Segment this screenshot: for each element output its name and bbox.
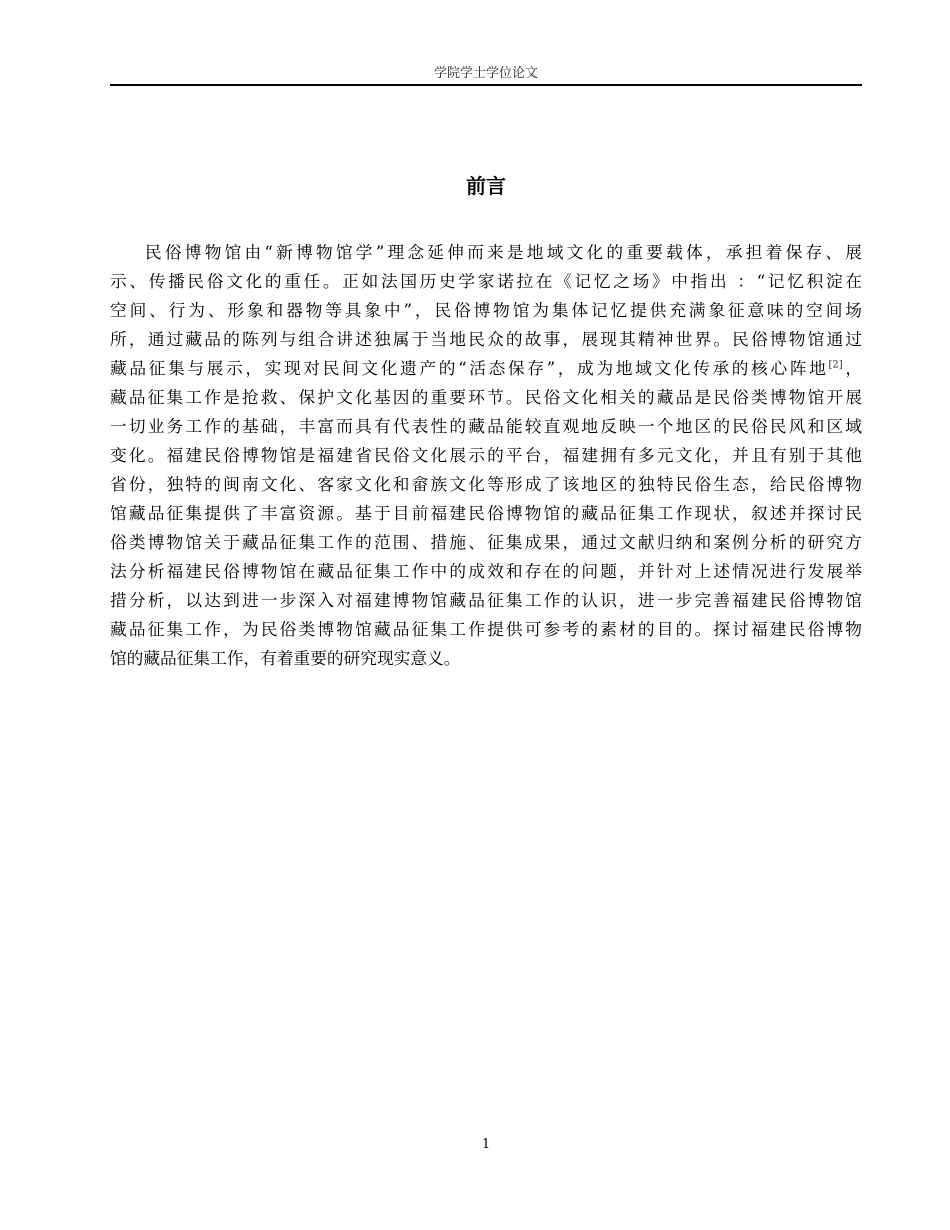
- paragraph-line: 一切业务工作的基础，丰富而具有代表性的藏品能较直观地反映一个地区的民俗民风和区域: [110, 416, 862, 436]
- citation-reference: [2]: [828, 359, 843, 371]
- paragraph-line: 民俗博物馆由“新博物馆学”理念延伸而来是地域文化的重要载体，承担着保存、展: [145, 242, 862, 262]
- body-paragraph: [110, 238, 862, 673]
- paragraph-line: 藏品征集工作，为民俗类博物馆藏品征集工作提供可参考的素材的目的。探讨福建民俗博物: [110, 619, 862, 639]
- paragraph-line: 措分析，以达到进一步深入对福建博物馆藏品征集工作的认识，进一步完善福建民俗博物馆: [110, 590, 862, 610]
- paragraph-line: 所，通过藏品的陈列与组合讲述独属于当地民众的故事，展现其精神世界。民俗博物馆通过: [110, 329, 862, 349]
- paragraph-line: 馆的藏品征集工作，有着重要的研究现实意义。: [110, 648, 461, 668]
- line-text: 藏品征集与展示，实现对民间文化遗产的“活态保存”，成为地域文化传承的核心阵地: [110, 358, 829, 378]
- page-number: 1: [481, 1137, 491, 1152]
- paragraph-line: 藏品征集工作是抢救、保护文化基因的重要环节。民俗文化相关的藏品是民俗类博物馆开展: [110, 387, 862, 407]
- paragraph-line: 空间、行为、形象和器物等具象中”，民俗博物馆为集体记忆提供充满象征意味的空间场: [110, 300, 862, 320]
- paragraph-line: 变化。福建民俗博物馆是福建省民俗文化展示的平台，福建拥有多元文化，并且有别于其他: [110, 445, 862, 465]
- paragraph-line: 俗类博物馆关于藏品征集工作的范围、措施、征集成果，通过文献归纳和案例分析的研究方: [110, 532, 862, 552]
- paragraph-line-with-citation: [110, 354, 862, 383]
- paragraph-line: 馆藏品征集提供了丰富资源。基于目前福建民俗博物馆的藏品征集工作现状，叙述并探讨民: [110, 503, 862, 523]
- header-divider: [110, 84, 862, 86]
- paragraph-line: 示、传播民俗文化的重任。正如法国历史学家诺拉在《记忆之场》中指出 ：“记忆积淀在: [110, 271, 862, 291]
- running-header: 学院学士学位论文: [433, 66, 538, 81]
- paragraph-line: 法分析福建民俗博物馆在藏品征集工作中的成效和存在的问题，并针对上述情况进行发展举: [110, 561, 862, 581]
- line-punctuation: ，: [842, 358, 863, 378]
- paragraph-line: 省份，独特的闽南文化、客家文化和畲族文化等形成了该地区的独特民俗生态，给民俗博物: [110, 474, 862, 494]
- section-title: 前言: [466, 174, 506, 198]
